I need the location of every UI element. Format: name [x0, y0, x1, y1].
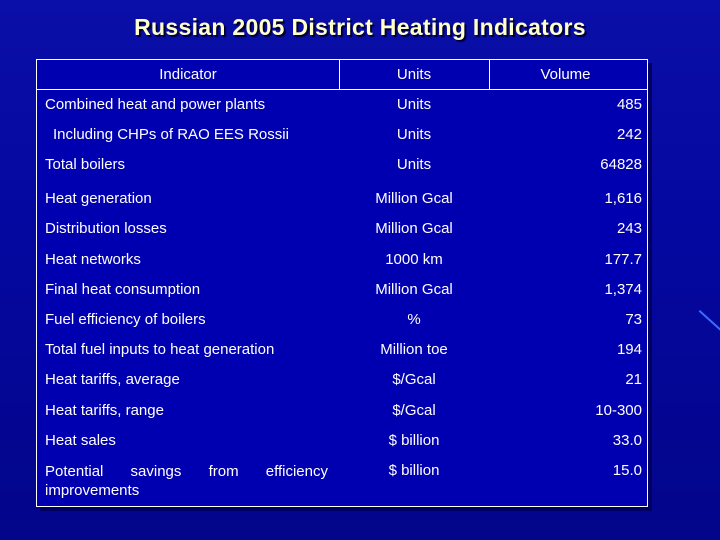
table-row	[37, 371, 647, 395]
units-cell: Units	[396, 156, 432, 173]
table-row	[37, 190, 647, 214]
header-units: Units	[396, 66, 432, 83]
indicator-cell: Distribution losses	[45, 220, 167, 237]
volume-cell: 33.0	[612, 432, 642, 449]
indicator-cell: Heat networks	[45, 251, 141, 268]
table-row	[37, 281, 647, 305]
units-cell: Million Gcal	[375, 220, 453, 237]
indicator-cell: Heat tariffs, average	[45, 371, 180, 388]
table-row	[37, 251, 647, 275]
table-row	[37, 126, 647, 150]
indicator-cell: Fuel efficiency of boilers	[45, 311, 206, 328]
table-row	[37, 462, 647, 502]
table-header-row	[37, 60, 647, 84]
units-cell: $ billion	[388, 462, 440, 479]
units-cell: Million Gcal	[375, 281, 453, 298]
volume-cell: 64828	[600, 156, 642, 173]
indicator-cell: Final heat consumption	[45, 281, 201, 298]
units-cell: $/Gcal	[392, 402, 436, 419]
indicator-cell: Heat generation	[45, 190, 152, 207]
indicator-cell: Total boilers	[45, 156, 126, 173]
header-indicator: Indicator	[159, 66, 217, 83]
table-row	[37, 402, 647, 426]
volume-cell: 194	[616, 341, 642, 358]
units-cell: Units	[396, 96, 432, 113]
units-cell: $/Gcal	[392, 371, 436, 388]
table-row	[37, 311, 647, 335]
units-cell: $ billion	[388, 432, 440, 449]
indicator-cell: Combined heat and power plants	[45, 96, 266, 113]
header-volume: Volume	[540, 66, 591, 83]
indicator-cell: Potential savings from efficiency improvements	[45, 463, 328, 499]
units-cell: Million toe	[380, 341, 448, 358]
volume-cell: 1,374	[604, 281, 642, 298]
decorative-line	[699, 310, 720, 338]
indicator-cell: Heat sales	[45, 432, 116, 449]
slide-title: Russian 2005 District Heating Indicators	[134, 14, 586, 40]
volume-cell: 15.0	[612, 462, 642, 479]
volume-cell: 243	[616, 220, 642, 237]
indicators-table	[36, 59, 648, 507]
table-row	[37, 96, 647, 120]
volume-cell: 177.7	[604, 251, 642, 268]
volume-cell: 485	[616, 96, 642, 113]
table-row	[37, 220, 647, 244]
table-row	[37, 156, 647, 180]
table-row	[37, 341, 647, 365]
volume-cell: 21	[625, 371, 642, 388]
units-cell: Million Gcal	[375, 190, 453, 207]
header-divider	[37, 89, 647, 90]
indicator-cell: Heat tariffs, range	[45, 402, 164, 419]
volume-cell: 10-300	[595, 402, 642, 419]
units-cell: %	[407, 311, 421, 328]
volume-cell: 73	[625, 311, 642, 328]
units-cell: Units	[396, 126, 432, 143]
indicator-cell: Including CHPs of RAO EES Rossii	[53, 126, 289, 143]
indicator-cell: Total fuel inputs to heat generation	[45, 341, 275, 358]
volume-cell: 1,616	[604, 190, 642, 207]
table-row	[37, 432, 647, 456]
volume-cell: 242	[616, 126, 642, 143]
units-cell: 1000 km	[385, 251, 443, 268]
